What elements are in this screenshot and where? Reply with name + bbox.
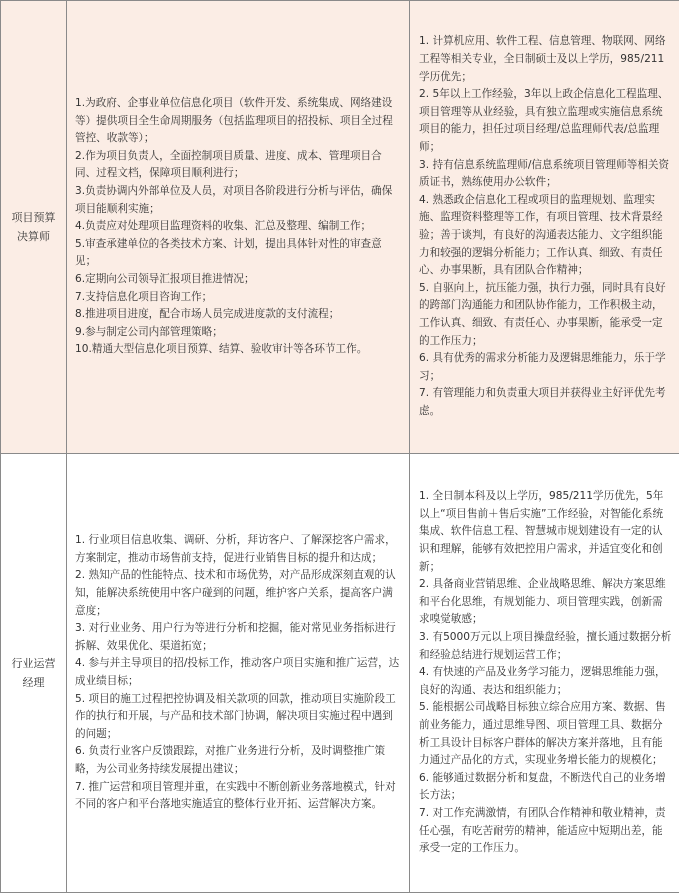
job-title: 项目预算决算师 [1, 1, 67, 454]
job-requirements [410, 1, 679, 454]
requirement-item: 2. 具备商业营销思维、企业战略思维、解决方案思维和平台化思维，有规划能力、项目管理实践，创新需求嗅觉敏感； [419, 576, 673, 629]
requirement-item: 2. 5年以上工作经验，3年以上政企信息化工程监理、项目管理等从业经验，具有独立监理或实施信息系统项目的能力，担任过项目经理/总监理师代表/总监理师； [419, 86, 673, 156]
duty-item: 2. 熟知产品的性能特点、技术和市场优势，对产品形成深刻直观的认知，能解决系统使用中客户碰到的问题，维护客户关系，提高客户满意度； [75, 567, 401, 620]
job-duties [67, 1, 410, 454]
duty-item: 5.审查承建单位的各类技术方案、计划，提出具体针对性的审查意见； [75, 236, 401, 271]
duty-item: 3. 对行业业务、用户行为等进行分析和挖掘，能对常见业务指标进行拆解、效果优化、渠道拓宽； [75, 620, 401, 655]
duty-item: 6.定期向公司领导汇报项目推进情况； [75, 271, 401, 289]
job-title: 行业运营经理 [1, 454, 67, 893]
duty-item: 7. 推广运营和项目管理并重，在实践中不断创新业务落地模式，针对不同的客户和平台落地实施适宜的整体行业开拓、运营解决方案。 [75, 779, 401, 814]
duty-item: 5. 项目的施工过程把控协调及相关款项的回款，推动项目实施阶段工作的执行和开展，与产品和技术部门协调，解决项目实施过程中遇到的问题； [75, 691, 401, 744]
duty-item: 6. 负责行业客户反馈跟踪，对推广业务进行分析，及时调整推广策略，为公司业务持续发展提出建议； [75, 743, 401, 778]
requirement-item: 7. 对工作充满激情，有团队合作精神和敬业精神，责任心强，有吃苦耐劳的精神，能适应中短期出差，能承受一定的工作压力。 [419, 805, 673, 858]
job-row-project-budget [1, 1, 679, 454]
requirement-item: 4. 有快速的产品及业务学习能力，逻辑思维能力强，良好的沟通、表达和组织能力； [419, 664, 673, 699]
duty-item: 9.参与制定公司内部管理策略； [75, 324, 401, 342]
requirement-item: 1. 计算机应用、软件工程、信息管理、物联网、网络工程等相关专业，全日制硕士及以上学历，985/211学历优先； [419, 33, 673, 86]
requirement-item: 5. 自驱向上，抗压能力强，执行力强，同时具有良好的跨部门沟通能力和团队协作能力，工作积极主动，工作认真、细致、有责任心、办事果断，能承受一定的工作压力； [419, 280, 673, 350]
job-duties [67, 454, 410, 893]
duty-item: 8.推进项目进度，配合市场人员完成进度款的支付流程； [75, 306, 401, 324]
duty-item: 1.为政府、企事业单位信息化项目（软件开发、系统集成、网络建设等）提供项目全生命周期服务（包括监理项目的招投标、项目全过程管控、收款等）； [75, 95, 401, 148]
duty-item: 3.负责协调内外部单位及人员，对项目各阶段进行分析与评估，确保项目能顺利实施； [75, 183, 401, 218]
requirement-item: 3. 持有信息系统监理师/信息系统项目管理师等相关资质证书，熟练使用办公软件； [419, 157, 673, 192]
requirement-item: 3. 有5000万元以上项目操盘经验，擅长通过数据分析和经验总结进行规划运营工作； [419, 629, 673, 664]
duty-item: 7.支持信息化项目咨询工作； [75, 289, 401, 307]
requirement-item: 6. 具有优秀的需求分析能力及逻辑思维能力，乐于学习； [419, 350, 673, 385]
requirement-item: 4. 熟悉政企信息化工程或项目的监理规划、监理实施、监理资料整理等工作，有项目管理、技术背景经验；善于谈判，有良好的沟通表达能力、文字组织能力和较强的逻辑分析能力；工作认真、细致、有责任心、办事果断，具有团队合作精神； [419, 192, 673, 280]
requirement-item: 5. 能根据公司战略目标独立综合应用方案、数据、售前业务能力，通过思维导图、项目管理工具、数据分析工具设计目标客户群体的解决方案并落地，且有能力通过产品化的方式，实现业务增长能力的规模化； [419, 699, 673, 769]
job-row-industry-operations [1, 454, 679, 893]
duty-item: 10.精通大型信息化项目预算、结算、验收审计等各环节工作。 [75, 341, 401, 359]
duty-item: 2.作为项目负责人，全面控制项目质量、进度、成本、管理项目合同、过程文档，保障项目顺利进行； [75, 148, 401, 183]
duty-item: 4.负责应对处理项目监理资料的收集、汇总及整理、编制工作； [75, 218, 401, 236]
duty-item: 1. 行业项目信息收集、调研、分析，拜访客户、了解深挖客户需求，方案制定，推动市场售前支持，促进行业销售目标的提升和达成； [75, 532, 401, 567]
job-requirements [410, 454, 679, 893]
duty-item: 4. 参与并主导项目的招/投标工作，推动客户项目实施和推广运营，达成业绩目标； [75, 655, 401, 690]
requirement-item: 6. 能够通过数据分析和复盘，不断迭代自己的业务增长方法； [419, 770, 673, 805]
requirement-item: 7. 有管理能力和负责重大项目并获得业主好评优先考虑。 [419, 385, 673, 420]
requirement-item: 1. 全日制本科及以上学历，985/211学历优先，5年以上“项目售前＋售后实施”工作经验，对智能化系统集成、软件信息工程、智慧城市规划建设有一定的认识和理解，能够有效把控用户需求，并适宜变化和创新； [419, 488, 673, 576]
